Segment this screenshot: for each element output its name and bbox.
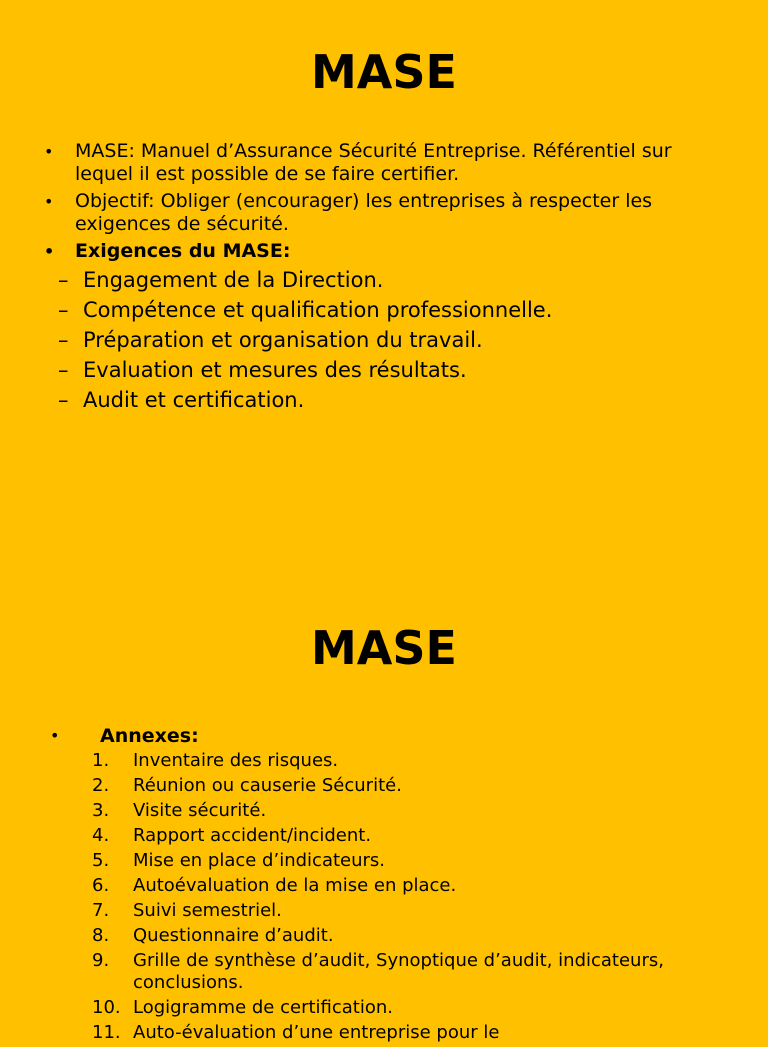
bullet-dot-icon: • — [44, 242, 55, 261]
requirement-item — [50, 385, 728, 415]
annex-text: Visite sécurité. — [133, 800, 267, 821]
annex-number: 10. — [92, 997, 121, 1018]
annex-text: Logigramme de certification. — [133, 997, 393, 1018]
annex-section — [0, 724, 768, 1047]
requirement-text: Evaluation et mesures des résultats. — [83, 358, 467, 382]
annex-number: 6. — [92, 875, 110, 896]
annex-item — [0, 800, 768, 822]
requirement-item — [50, 325, 728, 355]
bullet-dot-icon: • — [44, 192, 54, 211]
annex-text: Réunion ou causerie Sécurité. — [133, 775, 402, 796]
bullet-objective — [0, 190, 768, 236]
annex-number: 3. — [92, 800, 110, 821]
annex-text: Questionnaire d’audit. — [133, 925, 334, 946]
annex-number: 7. — [92, 900, 110, 921]
annex-number: 11. — [92, 1022, 121, 1043]
bullet-text: Exigences du MASE: — [75, 240, 291, 262]
annex-item — [0, 875, 768, 897]
annex-number: 4. — [92, 825, 110, 846]
requirement-text: Audit et certification. — [83, 388, 305, 412]
bullet-text: MASE: Manuel d’Assurance Sécurité Entreprise. Référentiel sur lequel il est possible de se faire certifier. — [75, 140, 672, 185]
requirement-item — [50, 295, 728, 325]
slide-1-bullet-list — [0, 140, 768, 419]
annex-text: Rapport accident/incident. — [133, 825, 372, 846]
annex-item — [0, 950, 768, 994]
annex-text: Suivi semestriel. — [133, 900, 282, 921]
annex-number: 9. — [92, 950, 110, 971]
annex-text: Autoévaluation de la mise en place. — [133, 875, 457, 896]
annex-list — [0, 750, 768, 1044]
annex-item — [0, 1022, 768, 1044]
annex-item — [0, 900, 768, 922]
slide-2 — [0, 590, 768, 1043]
annex-heading-text: Annexes: — [100, 725, 199, 747]
annex-number: 8. — [92, 925, 110, 946]
requirement-text: Compétence et qualification professionnelle. — [83, 298, 553, 322]
bullet-text: Objectif: Obliger (encourager) les entreprises à respecter les exigences de sécurité. — [75, 190, 653, 235]
slide-1-title: MASE — [311, 45, 457, 99]
annex-item — [0, 925, 768, 947]
requirements-list — [58, 265, 728, 415]
bullet-mase-definition — [0, 140, 768, 186]
requirement-item — [50, 355, 728, 385]
annex-text: Grille de synthèse d’audit, Synoptique d’audit, indicateurs, conclusions. — [133, 950, 664, 993]
annex-item — [0, 825, 768, 847]
slide-2-title: MASE — [311, 621, 457, 675]
annex-heading — [0, 724, 768, 748]
annex-number: 5. — [92, 850, 110, 871]
annex-number: 2. — [92, 775, 110, 796]
requirement-text: Engagement de la Direction. — [83, 268, 384, 292]
dash-icon: – — [58, 298, 69, 322]
dash-icon: – — [58, 328, 69, 352]
requirement-item — [50, 265, 728, 295]
annex-item — [0, 997, 768, 1019]
annex-item — [0, 775, 768, 797]
bullet-dot-icon: • — [44, 142, 54, 161]
dash-icon: – — [58, 388, 69, 412]
annex-item — [0, 750, 768, 772]
annex-text: Auto-évaluation d’une entreprise pour le — [133, 1022, 500, 1043]
dash-icon: – — [58, 268, 69, 292]
bullet-dot-icon: • — [50, 726, 60, 745]
bullet-requirements — [0, 240, 768, 415]
annex-number: 1. — [92, 750, 110, 771]
annex-text: Mise en place d’indicateurs. — [133, 850, 386, 871]
dash-icon: – — [58, 358, 69, 382]
annex-item — [0, 850, 768, 872]
annex-text: Inventaire des risques. — [133, 750, 339, 771]
requirement-text: Préparation et organisation du travail. — [83, 328, 483, 352]
